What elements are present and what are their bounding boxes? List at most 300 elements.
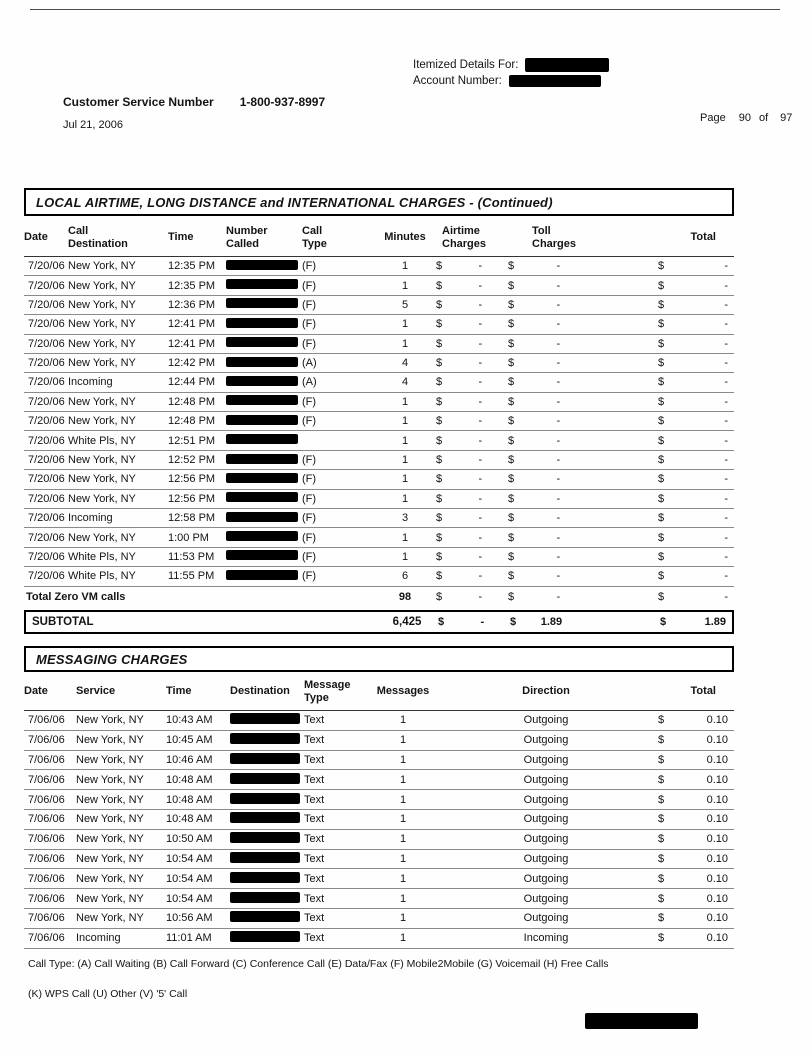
redacted-number-called — [226, 415, 302, 428]
col-msg-direction: Direction — [522, 685, 570, 698]
redaction-bar — [226, 531, 298, 541]
redacted-number-called — [226, 395, 302, 408]
call-row — [24, 393, 734, 412]
subtotal-minutes: 6,425 — [392, 615, 422, 628]
redaction-bar — [226, 357, 298, 367]
col-msg-destination: Destination — [230, 685, 290, 698]
call-time: 12:56 PM — [168, 473, 216, 486]
message-time: 10:48 AM — [166, 813, 213, 826]
redacted-destination — [230, 713, 304, 727]
redacted-footer-bar — [585, 1013, 698, 1029]
total-charge: $ - — [658, 473, 728, 486]
page-label: Page — [700, 112, 726, 124]
call-type: (F) — [302, 570, 317, 583]
toll-charge: $ - — [508, 473, 561, 486]
charges-rows — [24, 257, 734, 587]
redacted-destination — [230, 812, 304, 826]
call-destination: Incoming — [68, 512, 113, 525]
message-count: 1 — [399, 852, 407, 865]
total-charge: $ - — [658, 570, 728, 583]
charges-table-title: LOCAL AIRTIME, LONG DISTANCE and INTERNATIONAL CHARGES - (Continued) — [36, 194, 553, 210]
col-airtime-charges: Airtime Charges — [442, 225, 487, 250]
message-type: Text — [304, 793, 325, 806]
airtime-charge: $ - — [436, 570, 483, 583]
call-date: 7/20/06 — [28, 318, 65, 331]
message-type: Text — [304, 833, 325, 846]
toll-charge: $ - — [508, 376, 561, 389]
call-row — [24, 296, 734, 315]
call-row — [24, 470, 734, 489]
airtime-charge: $ - — [436, 512, 483, 525]
call-type: (F) — [302, 318, 317, 331]
message-direction: Incoming — [523, 932, 569, 945]
call-time: 12:41 PM — [168, 318, 216, 331]
call-minutes: 6 — [401, 570, 409, 583]
call-time: 12:35 PM — [168, 260, 216, 273]
call-type: (F) — [302, 395, 317, 408]
call-type: (F) — [302, 454, 317, 467]
redacted-destination — [230, 872, 304, 886]
message-direction: Outgoing — [523, 912, 569, 925]
redacted-number-called — [226, 357, 302, 370]
call-date: 7/20/06 — [28, 415, 65, 428]
redaction-bar — [230, 931, 300, 942]
call-row — [24, 451, 734, 470]
message-service: New York, NY — [76, 793, 144, 806]
call-type: (F) — [302, 337, 317, 350]
redacted-number-called — [226, 473, 302, 486]
total-charge: $ - — [658, 395, 728, 408]
call-time: 12:56 PM — [168, 492, 216, 505]
message-time: 11:01 AM — [166, 932, 212, 945]
message-direction: Outgoing — [523, 892, 569, 905]
total-charge: $ - — [658, 357, 728, 370]
call-row — [24, 567, 734, 586]
airtime-charge: $ - — [436, 531, 483, 544]
col-date: Date — [24, 231, 48, 244]
call-type: (F) — [302, 260, 317, 273]
message-type: Text — [304, 872, 325, 885]
total-charge: $ - — [658, 376, 728, 389]
message-time: 10:50 AM — [166, 833, 213, 846]
call-minutes: 1 — [401, 550, 409, 563]
col-total: Total — [690, 231, 716, 244]
toll-charge: $ - — [508, 531, 561, 544]
message-time: 10:48 AM — [166, 773, 213, 786]
call-type: (F) — [302, 415, 317, 428]
message-row — [24, 850, 734, 870]
toll-charge: $ - — [508, 279, 561, 292]
airtime-charge: $ - — [436, 395, 483, 408]
statement-date: Jul 21, 2006 — [63, 119, 123, 131]
call-time: 12:48 PM — [168, 395, 216, 408]
message-type: Text — [304, 714, 325, 727]
call-time: 12:35 PM — [168, 279, 216, 292]
message-total: $ 0.10 — [658, 872, 728, 885]
call-date: 7/20/06 — [28, 473, 65, 486]
page-current: 90 — [738, 112, 751, 124]
message-total: $ 0.10 — [658, 773, 728, 786]
toll-charge: $ - — [508, 318, 561, 331]
call-destination: New York, NY — [68, 318, 136, 331]
message-date: 7/06/06 — [28, 833, 65, 846]
toll-charge: $ - — [508, 454, 561, 467]
message-total: $ 0.10 — [658, 813, 728, 826]
message-count: 1 — [399, 753, 407, 766]
call-date: 7/20/06 — [28, 279, 65, 292]
call-row — [24, 412, 734, 431]
redacted-number-called — [226, 531, 302, 544]
col-toll-charges: Toll Charges — [532, 225, 577, 250]
toll-charge: $ - — [508, 260, 561, 273]
messaging-rows — [24, 711, 734, 949]
redaction-bar — [226, 260, 298, 270]
message-date: 7/06/06 — [28, 872, 65, 885]
redaction-bar — [230, 832, 300, 843]
total-row-total: $ - — [658, 591, 728, 604]
message-date: 7/06/06 — [28, 734, 65, 747]
redacted-number-called — [226, 279, 302, 292]
message-service: New York, NY — [76, 892, 144, 905]
airtime-charge: $ - — [436, 492, 483, 505]
message-date: 7/06/06 — [28, 932, 65, 945]
call-destination: New York, NY — [68, 337, 136, 350]
message-total: $ 0.10 — [658, 714, 728, 727]
call-time: 12:52 PM — [168, 454, 216, 467]
toll-charge: $ - — [508, 395, 561, 408]
call-time: 11:53 PM — [168, 550, 215, 563]
redaction-bar — [230, 753, 300, 764]
message-row — [24, 869, 734, 889]
message-count: 1 — [399, 912, 407, 925]
col-number-called: Number Called — [226, 225, 268, 250]
message-type: Text — [304, 852, 325, 865]
redacted-destination — [230, 832, 304, 846]
total-charge: $ - — [658, 318, 728, 331]
charges-table-header — [24, 221, 734, 257]
call-time: 12:51 PM — [168, 434, 216, 447]
total-charge: $ - — [658, 454, 728, 467]
total-charge: $ - — [658, 279, 728, 292]
customer-service-number: 1-800-937-8997 — [239, 95, 326, 109]
call-time: 12:44 PM — [168, 376, 216, 389]
redaction-bar — [226, 318, 298, 328]
message-count: 1 — [399, 872, 407, 885]
call-type: (F) — [302, 298, 317, 311]
col-call-type: Call Type — [302, 225, 327, 250]
col-msg-service: Service — [76, 685, 116, 698]
call-row — [24, 276, 734, 295]
total-charge: $ - — [658, 434, 728, 447]
charges-table-title-box — [24, 188, 734, 216]
redaction-bar — [230, 911, 300, 922]
message-type: Text — [304, 773, 325, 786]
call-destination: White Pls, NY — [68, 550, 136, 563]
redacted-number-called — [226, 376, 302, 389]
call-minutes: 5 — [401, 298, 409, 311]
call-row — [24, 490, 734, 509]
redaction-bar — [226, 337, 298, 347]
message-type: Text — [304, 753, 325, 766]
toll-charge: $ - — [508, 298, 561, 311]
message-date: 7/06/06 — [28, 793, 65, 806]
message-date: 7/06/06 — [28, 714, 65, 727]
redacted-number-called — [226, 337, 302, 350]
col-call-destination: Call Destination — [68, 225, 128, 250]
message-count: 1 — [399, 813, 407, 826]
col-time: Time — [168, 231, 194, 244]
toll-charge: $ - — [508, 415, 561, 428]
redaction-bar — [226, 415, 298, 425]
call-row — [24, 315, 734, 334]
message-date: 7/06/06 — [28, 773, 65, 786]
redacted-destination — [230, 852, 304, 866]
toll-charge: $ - — [508, 434, 561, 447]
col-msg-total: Total — [690, 685, 716, 698]
call-minutes: 4 — [401, 357, 409, 370]
total-row-toll: $ - — [508, 591, 561, 604]
redacted-destination — [230, 892, 304, 906]
airtime-charge: $ - — [436, 454, 483, 467]
redaction-bar — [226, 492, 298, 502]
call-row — [24, 528, 734, 547]
call-time: 1:00 PM — [168, 531, 209, 544]
subtotal-total: $ 1.89 — [660, 615, 726, 628]
message-service: New York, NY — [76, 872, 144, 885]
airtime-charge: $ - — [436, 550, 483, 563]
col-msg-date: Date — [24, 685, 48, 698]
message-service: New York, NY — [76, 813, 144, 826]
message-service: New York, NY — [76, 714, 144, 727]
toll-charge: $ - — [508, 492, 561, 505]
subtotal-toll: $ 1.89 — [510, 615, 563, 628]
toll-charge: $ - — [508, 550, 561, 563]
message-time: 10:48 AM — [166, 793, 213, 806]
call-time: 12:42 PM — [168, 357, 216, 370]
message-direction: Outgoing — [523, 753, 569, 766]
itemized-details-block — [413, 57, 609, 89]
redaction-bar — [226, 473, 298, 483]
call-time: 12:48 PM — [168, 415, 216, 428]
call-time: 12:36 PM — [168, 298, 216, 311]
redacted-destination — [230, 733, 304, 747]
scan-artifact-line — [30, 9, 780, 10]
messaging-table-header — [24, 675, 734, 711]
total-row-minutes: 98 — [398, 591, 412, 604]
airtime-charge: $ - — [436, 434, 483, 447]
call-type: (F) — [302, 279, 317, 292]
call-time: 12:58 PM — [168, 512, 216, 525]
redacted-number-called — [226, 512, 302, 525]
message-row — [24, 711, 734, 731]
message-service: New York, NY — [76, 852, 144, 865]
call-date: 7/20/06 — [28, 434, 65, 447]
subtotal-airtime: $ - — [438, 615, 485, 628]
message-count: 1 — [399, 773, 407, 786]
redacted-destination — [230, 911, 304, 925]
toll-charge: $ - — [508, 357, 561, 370]
messaging-table-title: MESSAGING CHARGES — [36, 651, 188, 667]
redacted-number-called — [226, 434, 302, 447]
call-date: 7/20/06 — [28, 337, 65, 350]
call-row — [24, 257, 734, 276]
charges-table — [24, 188, 734, 634]
message-type: Text — [304, 734, 325, 747]
call-row — [24, 335, 734, 354]
total-charge: $ - — [658, 550, 728, 563]
call-type: (A) — [302, 357, 317, 370]
call-date: 7/20/06 — [28, 376, 65, 389]
message-service: Incoming — [76, 932, 121, 945]
page-total: 97 — [780, 112, 793, 124]
call-row — [24, 354, 734, 373]
call-destination: New York, NY — [68, 454, 136, 467]
message-type: Text — [304, 932, 325, 945]
call-destination: New York, NY — [68, 531, 136, 544]
message-total: $ 0.10 — [658, 833, 728, 846]
call-destination: New York, NY — [68, 473, 136, 486]
call-type: (F) — [302, 531, 317, 544]
message-row — [24, 830, 734, 850]
redaction-bar — [230, 852, 300, 863]
message-row — [24, 731, 734, 751]
customer-service-label: Customer Service Number — [63, 95, 214, 109]
message-direction: Outgoing — [523, 773, 569, 786]
message-direction: Outgoing — [523, 734, 569, 747]
message-count: 1 — [399, 932, 407, 945]
call-minutes: 1 — [401, 492, 409, 505]
call-destination: White Pls, NY — [68, 434, 136, 447]
redacted-name-bar — [525, 58, 609, 72]
total-charge: $ - — [658, 492, 728, 505]
message-service: New York, NY — [76, 833, 144, 846]
call-date: 7/20/06 — [28, 550, 65, 563]
subtotal-box — [24, 610, 734, 634]
message-type: Text — [304, 813, 325, 826]
redaction-bar — [230, 812, 300, 823]
total-row-label: Total Zero VM calls — [26, 591, 126, 604]
call-destination: New York, NY — [68, 260, 136, 273]
message-total: $ 0.10 — [658, 912, 728, 925]
itemized-details-label: Itemized Details For: — [413, 59, 519, 71]
message-date: 7/06/06 — [28, 753, 65, 766]
call-minutes: 1 — [401, 260, 409, 273]
call-minutes: 1 — [401, 531, 409, 544]
redacted-destination — [230, 753, 304, 767]
call-minutes: 1 — [401, 454, 409, 467]
redaction-bar — [230, 773, 300, 784]
redaction-bar — [226, 298, 298, 308]
total-charge: $ - — [658, 337, 728, 350]
airtime-charge: $ - — [436, 260, 483, 273]
call-destination: New York, NY — [68, 279, 136, 292]
total-charge: $ - — [658, 298, 728, 311]
col-msg-time: Time — [166, 685, 192, 698]
total-charge: $ - — [658, 415, 728, 428]
message-direction: Outgoing — [523, 793, 569, 806]
message-service: New York, NY — [76, 912, 144, 925]
message-type: Text — [304, 892, 325, 905]
redacted-number-called — [226, 492, 302, 505]
col-minutes: Minutes — [384, 231, 426, 244]
call-destination: New York, NY — [68, 492, 136, 505]
redacted-account-bar — [509, 75, 601, 87]
col-msg-type: Message Type — [304, 679, 351, 704]
message-row — [24, 810, 734, 830]
message-total: $ 0.10 — [658, 932, 728, 945]
total-zero-vm-row — [24, 587, 734, 608]
call-date: 7/20/06 — [28, 512, 65, 525]
message-time: 10:46 AM — [166, 753, 213, 766]
message-direction: Outgoing — [523, 813, 569, 826]
redacted-number-called — [226, 260, 302, 273]
airtime-charge: $ - — [436, 357, 483, 370]
call-date: 7/20/06 — [28, 570, 65, 583]
message-total: $ 0.10 — [658, 734, 728, 747]
redacted-destination — [230, 931, 304, 945]
redaction-bar — [226, 550, 298, 560]
redaction-bar — [230, 793, 300, 804]
call-minutes: 4 — [401, 376, 409, 389]
message-total: $ 0.10 — [658, 793, 728, 806]
redacted-number-called — [226, 550, 302, 563]
airtime-charge: $ - — [436, 473, 483, 486]
redacted-number-called — [226, 570, 302, 583]
call-minutes: 1 — [401, 473, 409, 486]
message-row — [24, 929, 734, 949]
message-direction: Outgoing — [523, 872, 569, 885]
message-row — [24, 889, 734, 909]
message-count: 1 — [399, 734, 407, 747]
message-total: $ 0.10 — [658, 892, 728, 905]
message-time: 10:54 AM — [166, 892, 213, 905]
call-minutes: 1 — [401, 337, 409, 350]
message-row — [24, 909, 734, 929]
redaction-bar — [230, 733, 300, 744]
call-type: (F) — [302, 512, 317, 525]
message-row — [24, 770, 734, 790]
redaction-bar — [226, 512, 298, 522]
message-date: 7/06/06 — [28, 912, 65, 925]
message-count: 1 — [399, 833, 407, 846]
message-direction: Outgoing — [523, 833, 569, 846]
message-service: New York, NY — [76, 753, 144, 766]
redaction-bar — [226, 395, 298, 405]
call-minutes: 1 — [401, 279, 409, 292]
redaction-bar — [226, 279, 298, 289]
call-type-legend-2: (K) WPS Call (U) Other (V) '5' Call — [28, 988, 188, 1000]
messaging-table — [24, 646, 734, 949]
redaction-bar — [226, 570, 298, 580]
message-time: 10:43 AM — [166, 714, 213, 727]
message-time: 10:54 AM — [166, 872, 213, 885]
redacted-number-called — [226, 298, 302, 311]
toll-charge: $ - — [508, 337, 561, 350]
call-type: (F) — [302, 473, 317, 486]
toll-charge: $ - — [508, 512, 561, 525]
customer-service-row — [63, 95, 325, 109]
call-date: 7/20/06 — [28, 260, 65, 273]
subtotal-row — [26, 616, 732, 628]
message-date: 7/06/06 — [28, 892, 65, 905]
redaction-bar — [226, 434, 298, 444]
call-time: 11:55 PM — [168, 570, 215, 583]
redaction-bar — [226, 376, 298, 386]
message-row — [24, 790, 734, 810]
call-destination: Incoming — [68, 376, 113, 389]
message-type: Text — [304, 912, 325, 925]
message-count: 1 — [399, 714, 407, 727]
